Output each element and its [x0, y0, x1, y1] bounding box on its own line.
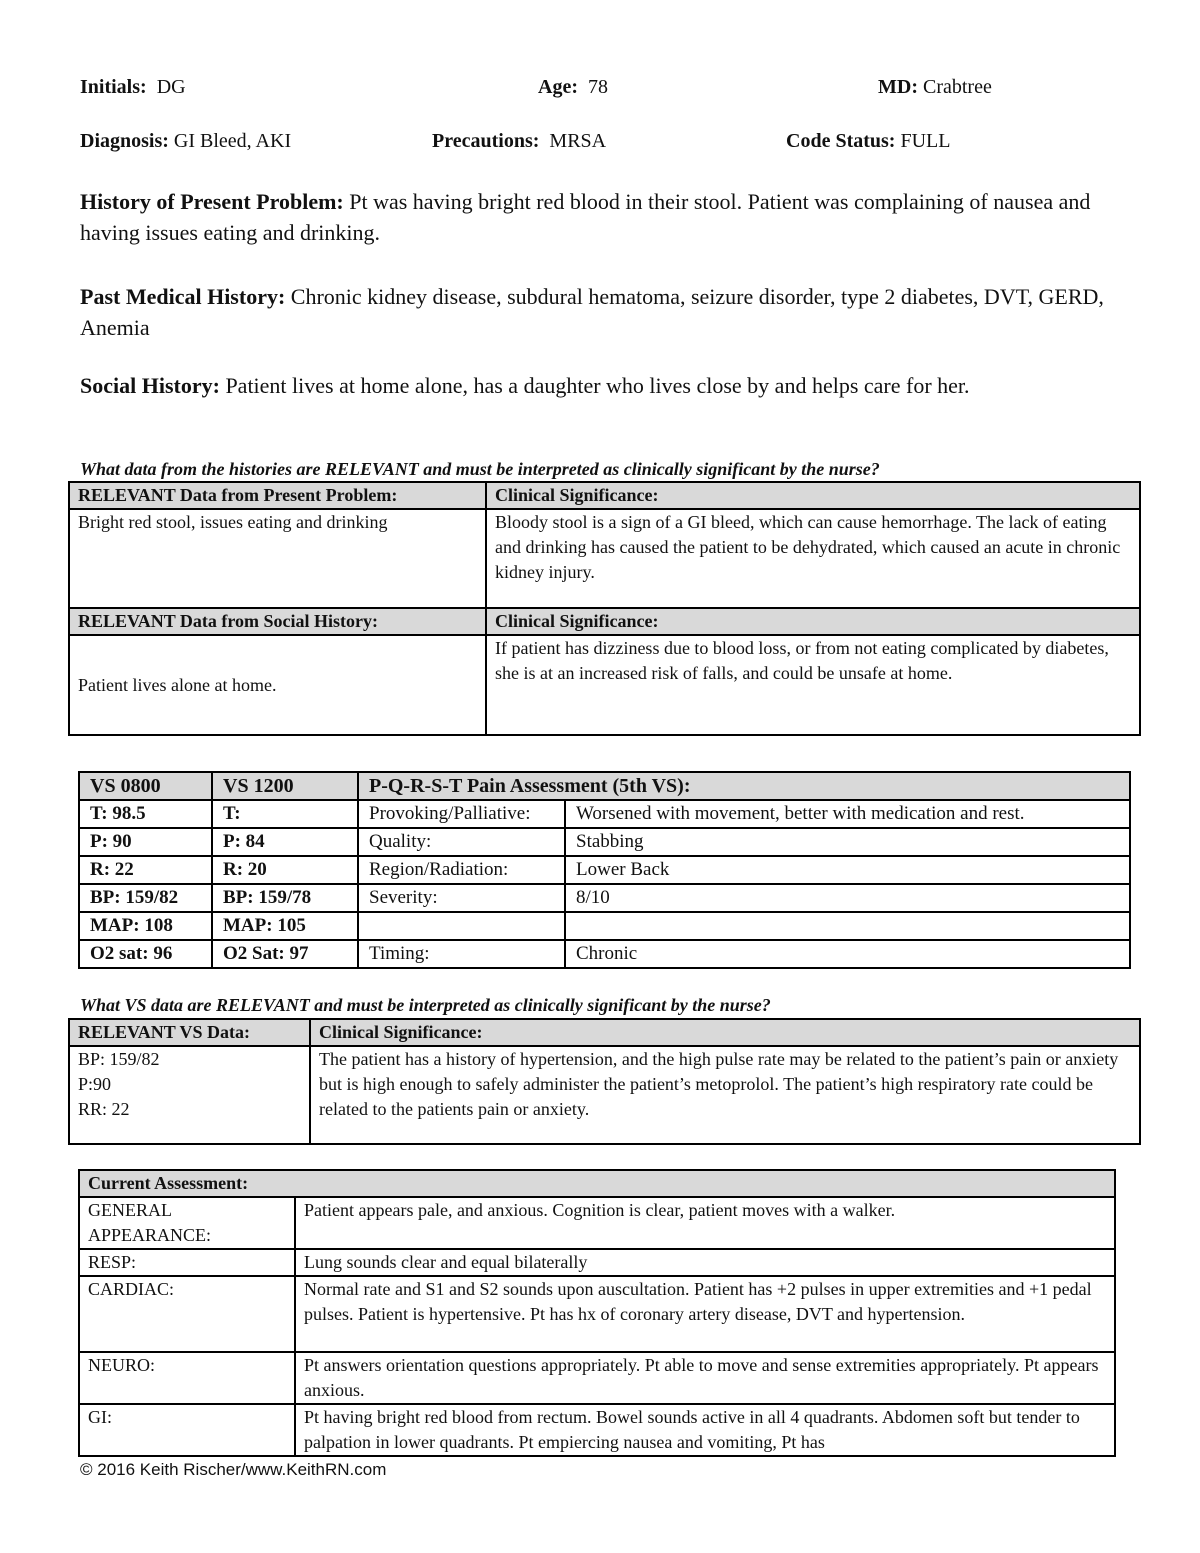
vs-0800-pulse: P: 90 — [79, 828, 212, 856]
age-value: 78 — [587, 76, 608, 98]
past-medical-history — [80, 281, 1140, 343]
table-row — [79, 1249, 1115, 1276]
md-field — [878, 75, 992, 99]
assessment-system: NEURO: — [79, 1352, 295, 1404]
history-present-label: History of Present Problem: — [80, 189, 344, 214]
vs-significance-cell: The patient has a history of hypertension, and the high pulse rate may be related to the patient’s pain or anxiety but is high enough to safely administer the patient’s metoprolol. The patient’s high respiratory rate could be related to the patients pain or anxiety. — [310, 1046, 1140, 1144]
history-present-text: Pt was having bright red blood in their stool. Patient was complaining of nausea and having issues eating and drinking. — [80, 189, 1091, 245]
question-histories: What data from the histories are RELEVANT and must be interpreted as clinically significant by the nurse? — [80, 459, 880, 479]
pain-value: Chronic — [565, 940, 1130, 968]
vs-0800-bp: BP: 159/82 — [79, 884, 212, 912]
vs-0800-map: MAP: 108 — [79, 912, 212, 940]
vs-data-line: P:90 — [78, 1074, 112, 1094]
assessment-finding: Normal rate and S1 and S2 sounds upon auscultation. Patient has +2 pulses in upper extremities and +1 pedal pulses. Patient is hypertensive. Pt has hx of coronary artery disease, DVT and hypertension. — [295, 1276, 1115, 1352]
social-significance-header: Clinical Significance: — [486, 608, 1140, 635]
present-data-cell: Bright red stool, issues eating and drinking — [69, 509, 486, 608]
relevant-history-table — [68, 481, 1141, 736]
diagnosis-label: Diagnosis: — [80, 130, 169, 152]
precautions-field — [432, 129, 606, 153]
code-status-label: Code Status: — [786, 130, 896, 152]
vs-data-cell — [69, 1046, 310, 1144]
table-row — [79, 1197, 1115, 1249]
significance-header: Clinical Significance: — [486, 482, 1140, 509]
assessment-finding: Pt having bright red blood from rectum. Bowel sounds active in all 4 quadrants. Abdomen soft but tender to palpation in lower quadrants. Pt empiercing nausea and vomiting, Pt has — [295, 1404, 1115, 1456]
assessment-system: GENERAL APPEARANCE: — [79, 1197, 295, 1249]
vs-data-header: RELEVANT VS Data: — [69, 1019, 310, 1046]
table-row — [79, 772, 1130, 800]
pain-value: Stabbing — [565, 828, 1130, 856]
pain-label: Provoking/Palliative: — [358, 800, 565, 828]
pain-value — [565, 912, 1130, 940]
vs-0800-header: VS 0800 — [79, 772, 212, 800]
pain-value: 8/10 — [565, 884, 1130, 912]
precautions-value: MRSA — [549, 130, 607, 152]
vs-data-line: BP: 159/82 — [78, 1049, 160, 1069]
code-status-field — [786, 129, 950, 153]
table-row — [79, 940, 1130, 968]
social-history-label: Social History: — [80, 373, 220, 398]
present-significance-cell: Bloody stool is a sign of a GI bleed, which can cause hemorrhage. The lack of eating and drinking has caused the patient to be dehydrated, which caused an acute in chronic kidney injury. — [486, 509, 1140, 608]
vs-0800-resp: R: 22 — [79, 856, 212, 884]
table-row — [79, 1404, 1115, 1456]
past-medical-text: Chronic kidney disease, subdural hematoma, seizure disorder, type 2 diabetes, DVT, GERD, Anemia — [80, 284, 1104, 340]
vs-1200-pulse: P: 84 — [212, 828, 358, 856]
table-row — [79, 828, 1130, 856]
age-label: Age: — [538, 76, 578, 98]
assessment-finding: Lung sounds clear and equal bilaterally — [295, 1249, 1115, 1276]
social-data-cell: Patient lives alone at home. — [69, 635, 486, 735]
precautions-label: Precautions: — [432, 130, 540, 152]
initials-value: DG — [156, 76, 186, 98]
vital-signs-table — [78, 771, 1131, 969]
assessment-header: Current Assessment: — [79, 1170, 1115, 1197]
vs-data-line: RR: 22 — [78, 1099, 130, 1119]
table-row — [69, 608, 1140, 635]
initials-field — [80, 75, 186, 99]
table-row — [69, 482, 1140, 509]
current-assessment-table — [78, 1169, 1116, 1457]
assessment-finding: Pt answers orientation questions appropriately. Pt able to move and sense extremities appropriately. Pt appears anxious. — [295, 1352, 1115, 1404]
table-row — [69, 1019, 1140, 1046]
present-data-header: RELEVANT Data from Present Problem: — [69, 482, 486, 509]
table-row — [69, 509, 1140, 608]
initials-label: Initials: — [80, 76, 147, 98]
assessment-system: RESP: — [79, 1249, 295, 1276]
age-field — [538, 75, 608, 99]
vs-1200-o2: O2 Sat: 97 — [212, 940, 358, 968]
table-row — [69, 635, 1140, 735]
history-present-problem — [80, 186, 1140, 248]
vs-1200-header: VS 1200 — [212, 772, 358, 800]
pain-value: Worsened with movement, better with medication and rest. — [565, 800, 1130, 828]
vs-significance-header: Clinical Significance: — [310, 1019, 1140, 1046]
vs-1200-bp: BP: 159/78 — [212, 884, 358, 912]
table-row — [79, 912, 1130, 940]
vs-1200-map: MAP: 105 — [212, 912, 358, 940]
social-data-header: RELEVANT Data from Social History: — [69, 608, 486, 635]
vs-1200-resp: R: 20 — [212, 856, 358, 884]
pain-label: Severity: — [358, 884, 565, 912]
table-row — [79, 1276, 1115, 1352]
table-row — [79, 856, 1130, 884]
pain-label: Timing: — [358, 940, 565, 968]
pain-label: Quality: — [358, 828, 565, 856]
copyright-footer: © 2016 Keith Rischer/www.KeithRN.com — [80, 1460, 387, 1479]
table-row — [79, 884, 1130, 912]
vs-0800-o2: O2 sat: 96 — [79, 940, 212, 968]
table-row — [79, 1170, 1115, 1197]
assessment-finding: Patient appears pale, and anxious. Cognition is clear, patient moves with a walker. — [295, 1197, 1115, 1249]
vs-0800-temp: T: 98.5 — [79, 800, 212, 828]
pain-assessment-header: P-Q-R-S-T Pain Assessment (5th VS): — [358, 772, 1130, 800]
vs-1200-temp: T: — [212, 800, 358, 828]
diagnosis-field — [80, 129, 291, 153]
table-row — [79, 800, 1130, 828]
pain-value: Lower Back — [565, 856, 1130, 884]
pain-label: Region/Radiation: — [358, 856, 565, 884]
code-status-value: FULL — [900, 130, 951, 152]
assessment-system: GI: — [79, 1404, 295, 1456]
table-row — [69, 1046, 1140, 1144]
question-vs: What VS data are RELEVANT and must be interpreted as clinically significant by the nurse? — [80, 995, 771, 1015]
assessment-system: CARDIAC: — [79, 1276, 295, 1352]
relevant-vs-table — [68, 1018, 1141, 1145]
social-history — [80, 370, 1140, 401]
social-history-text: Patient lives at home alone, has a daughter who lives close by and helps care for her. — [225, 373, 970, 398]
past-medical-label: Past Medical History: — [80, 284, 286, 309]
md-value: Crabtree — [922, 76, 992, 98]
diagnosis-value: GI Bleed, AKI — [173, 130, 292, 152]
social-significance-cell: If patient has dizziness due to blood loss, or from not eating complicated by diabetes, she is at an increased risk of falls, and could be unsafe at home. — [486, 635, 1140, 735]
table-row — [79, 1352, 1115, 1404]
pain-label — [358, 912, 565, 940]
md-label: MD: — [878, 76, 918, 98]
